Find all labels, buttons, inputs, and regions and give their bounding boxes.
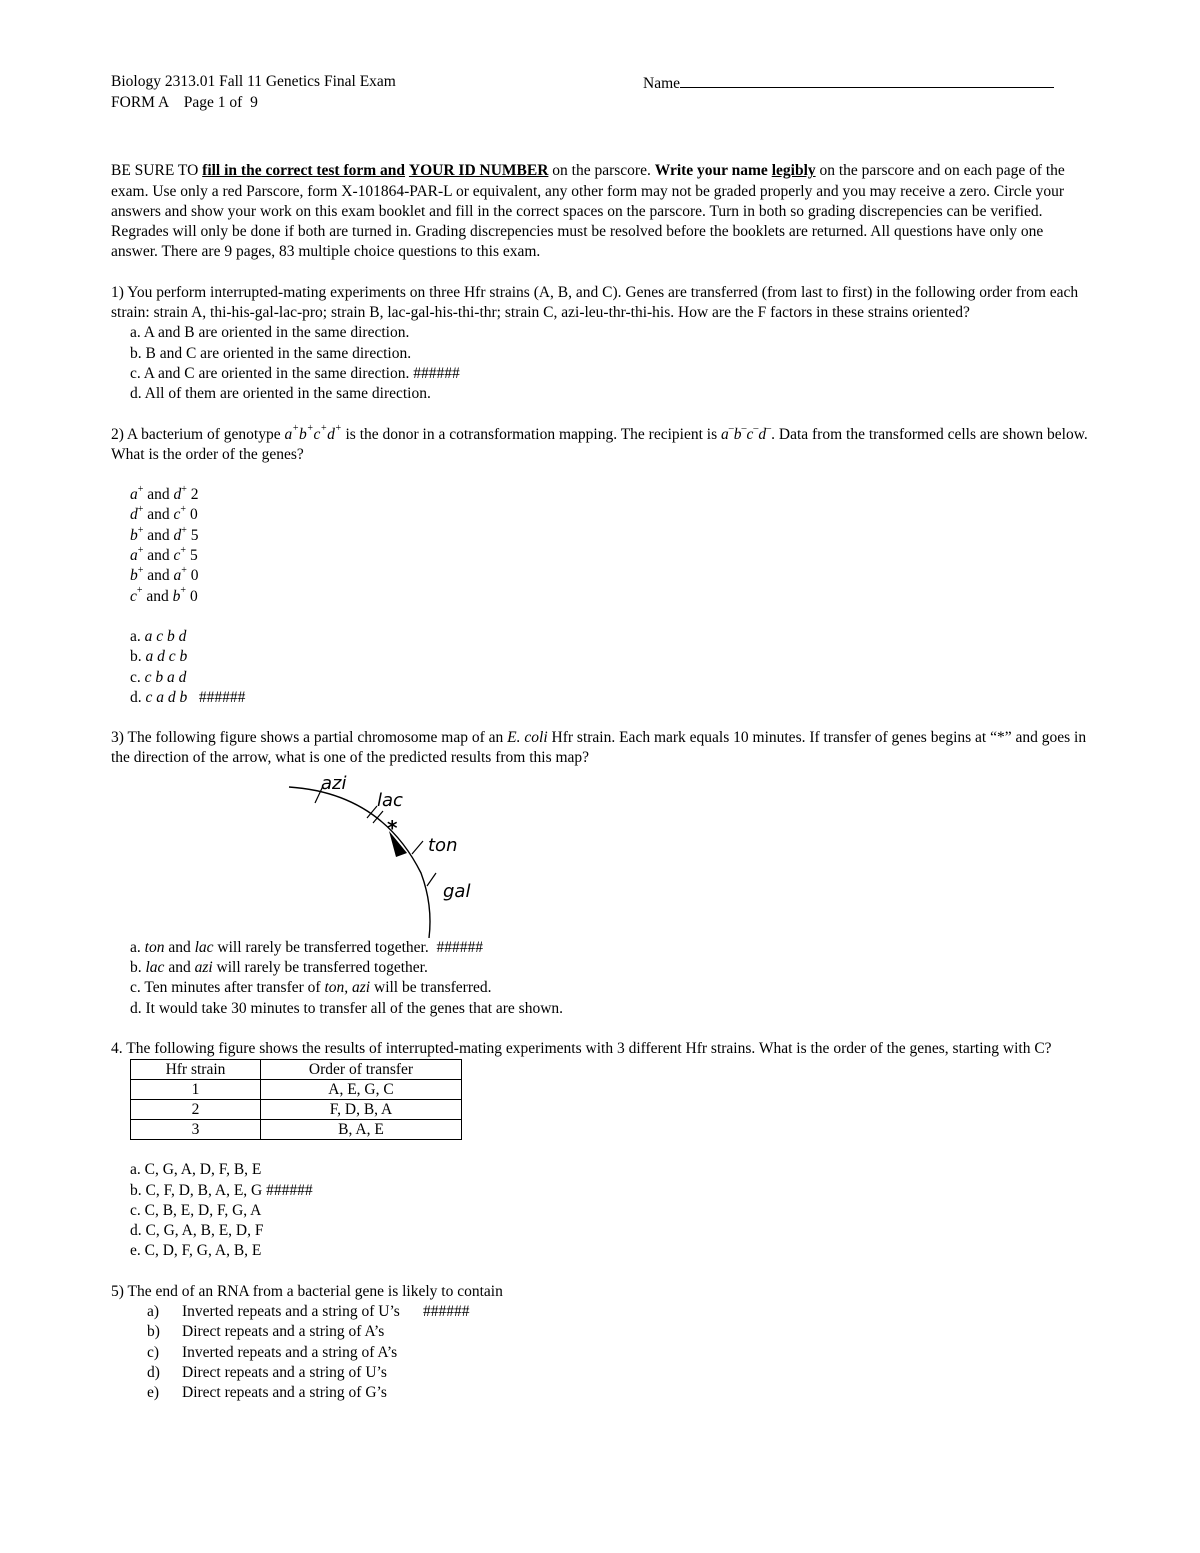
instr-write-name: Write your name xyxy=(654,162,772,180)
q2-stem-part-2: is the donor in a cotransformation mapping. The recipient is xyxy=(341,425,721,443)
q2-option-c[interactable]: c. c b a d xyxy=(130,668,187,686)
hfr-table xyxy=(130,1059,462,1140)
donor-genotype: a+b+c+d+ xyxy=(284,423,342,443)
chromosome-map-figure xyxy=(111,773,1091,938)
table-cell: A, E, G, C xyxy=(261,1080,462,1100)
table-cell: 1 xyxy=(131,1080,261,1100)
instr-text-2: on the parscore. xyxy=(548,162,655,180)
q1-option-d[interactable]: d. All of them are oriented in the same direction. xyxy=(130,385,431,403)
label-gal: gal xyxy=(443,880,471,902)
q2-data-row: c+ and b+ 0 xyxy=(130,585,198,605)
question-5 xyxy=(111,1282,1091,1404)
q2-option-d[interactable]: d. c a d b ###### xyxy=(130,688,246,706)
q2-data-row: a+ and d+ 2 xyxy=(130,484,199,504)
name-line xyxy=(680,72,1054,88)
instructions xyxy=(111,161,1091,262)
table-cell: B, A, E xyxy=(261,1120,462,1140)
table-row xyxy=(131,1080,462,1100)
q3-stem: 3) The following figure shows a partial chromosome map of an E. coli Hfr strain. Each mark equals 10 minutes. If transfer of genes begins at “*” and goes in the direction of the arrow, what is one of the predicted results from this map? xyxy=(111,729,1087,767)
q2-option-b[interactable]: b. a d c b xyxy=(130,648,188,666)
q2-data-row: b+ and d+ 5 xyxy=(130,524,199,544)
table-header: Hfr strain xyxy=(131,1060,261,1080)
q5-option-e[interactable]: e) Direct repeats and a string of G’s xyxy=(147,1384,387,1402)
q2-data-row: b+ and a+ 0 xyxy=(130,565,199,585)
label-start-star: * xyxy=(387,815,398,840)
chromosome-map-svg xyxy=(271,773,491,938)
q2-data-list xyxy=(111,485,1091,607)
instr-text-3: on the parscore and on each page of the exam. Use only a red Parscore, form X-101864-PAR-L or equivalent, any other form may not be graded properly and you may receive a zero. Circle your answers and show your work on this exam booklet and fill in the correct spaces on the parscore. Turn in both so grading discrepencies can be verified. Regrades will only be done if both are turned in. Grading discrepencies must be resolved before the booklets are returned. All questions have only one answer. There are 9 pages, 83 multiple choice questions to this exam. xyxy=(111,162,1065,261)
table-header-row xyxy=(131,1060,462,1080)
q5-option-a[interactable]: a) Inverted repeats and a string of U’s ###### xyxy=(147,1302,470,1320)
q4-options xyxy=(111,1160,1091,1261)
q3-option-b[interactable]: b. lac and azi will rarely be transferred together. xyxy=(130,959,428,977)
q4-stem: 4. The following figure shows the results of interrupted-mating experiments with 3 different Hfr strains. What is the order of the genes, starting with C? xyxy=(111,1039,1052,1057)
q1-option-c[interactable]: c. A and C are oriented in the same direction. ###### xyxy=(130,364,460,382)
name-label: Name xyxy=(643,75,681,92)
q4-option-e[interactable]: e. C, D, F, G, A, B, E xyxy=(130,1242,262,1260)
q5-option-d[interactable]: d) Direct repeats and a string of U’s xyxy=(147,1363,387,1381)
instr-text-1: BE SURE TO xyxy=(111,162,203,180)
table-cell: F, D, B, A xyxy=(261,1100,462,1120)
q2-data-row: d+ and c+ 0 xyxy=(130,504,198,524)
q3-option-d[interactable]: d. It would take 30 minutes to transfer all of the genes that are shown. xyxy=(130,999,564,1017)
recipient-genotype: a–b–c–d– xyxy=(720,423,772,443)
form-page: FORM A Page 1 of 9 xyxy=(111,94,258,111)
q2-stem xyxy=(111,425,1091,466)
exam-page xyxy=(111,72,1091,1403)
q1-option-b[interactable]: b. B and C are oriented in the same direction. xyxy=(130,344,412,362)
q2-stem-part-3: . Data from the transformed cells are shown below. What is the order of the genes? xyxy=(111,425,1088,463)
table-cell: 3 xyxy=(131,1120,261,1140)
instr-legibly: legibly xyxy=(771,162,816,180)
question-4 xyxy=(111,1039,1091,1262)
tick-ton xyxy=(412,841,423,854)
table-row xyxy=(131,1100,462,1120)
q2-data-row: a+ and c+ 5 xyxy=(130,544,198,565)
header-line xyxy=(111,72,1091,93)
q5-option-b[interactable]: b) Direct repeats and a string of A’s xyxy=(147,1323,385,1341)
q1-stem: 1) You perform interrupted-mating experiments on three Hfr strains (A, B, and C). Genes are transferred (from last to first) in the following order from each strain: strain A, thi-his-gal-lac-pro; strain B, lac-gal-his-thi-thr; strain C, azi-leu-thr-thi-his. How are the F factors in these strains oriented? xyxy=(111,283,1079,322)
question-3 xyxy=(111,728,1091,1019)
name-field xyxy=(643,72,1054,94)
course-title: Biology 2313.01 Fall 11 Genetics Final Exam xyxy=(111,73,396,90)
q2-option-a[interactable]: a. a c b d xyxy=(130,627,187,645)
q4-option-c[interactable]: c. C, B, E, D, F, G, A xyxy=(130,1201,262,1219)
q5-option-c[interactable]: c) Inverted repeats and a string of A’s xyxy=(147,1343,398,1361)
table-header: Order of transfer xyxy=(261,1060,462,1080)
q4-option-d[interactable]: d. C, G, A, B, E, D, F xyxy=(130,1222,264,1240)
q2-options xyxy=(111,627,1091,708)
question-1 xyxy=(111,283,1091,405)
q3-option-a[interactable]: a. ton and lac will rarely be transferred together. ###### xyxy=(130,938,483,956)
q3-option-c[interactable]: c. Ten minutes after transfer of ton, azi will be transferred. xyxy=(130,979,492,997)
table-cell: 2 xyxy=(131,1100,261,1120)
label-azi: azi xyxy=(321,772,347,794)
instr-fill-in: fill in the correct test form and xyxy=(202,162,406,180)
table-row xyxy=(131,1120,462,1140)
q4-option-b[interactable]: b. C, F, D, B, A, E, G ###### xyxy=(130,1181,313,1199)
label-ton: ton xyxy=(428,834,458,856)
chromosome-arc xyxy=(289,787,430,938)
label-lac: lac xyxy=(377,789,403,811)
question-2 xyxy=(111,425,1091,709)
instr-id-number: YOUR ID NUMBER xyxy=(408,162,549,180)
q1-option-a[interactable]: a. A and B are oriented in the same direction. xyxy=(130,324,410,342)
q5-options xyxy=(111,1302,1091,1403)
q2-stem-part-1: 2) A bacterium of genotype xyxy=(111,425,285,443)
tick-gal xyxy=(427,873,436,886)
q5-stem: 5) The end of an RNA from a bacterial gene is likely to contain xyxy=(111,1282,503,1300)
q4-option-a[interactable]: a. C, G, A, D, F, B, E xyxy=(130,1161,262,1179)
